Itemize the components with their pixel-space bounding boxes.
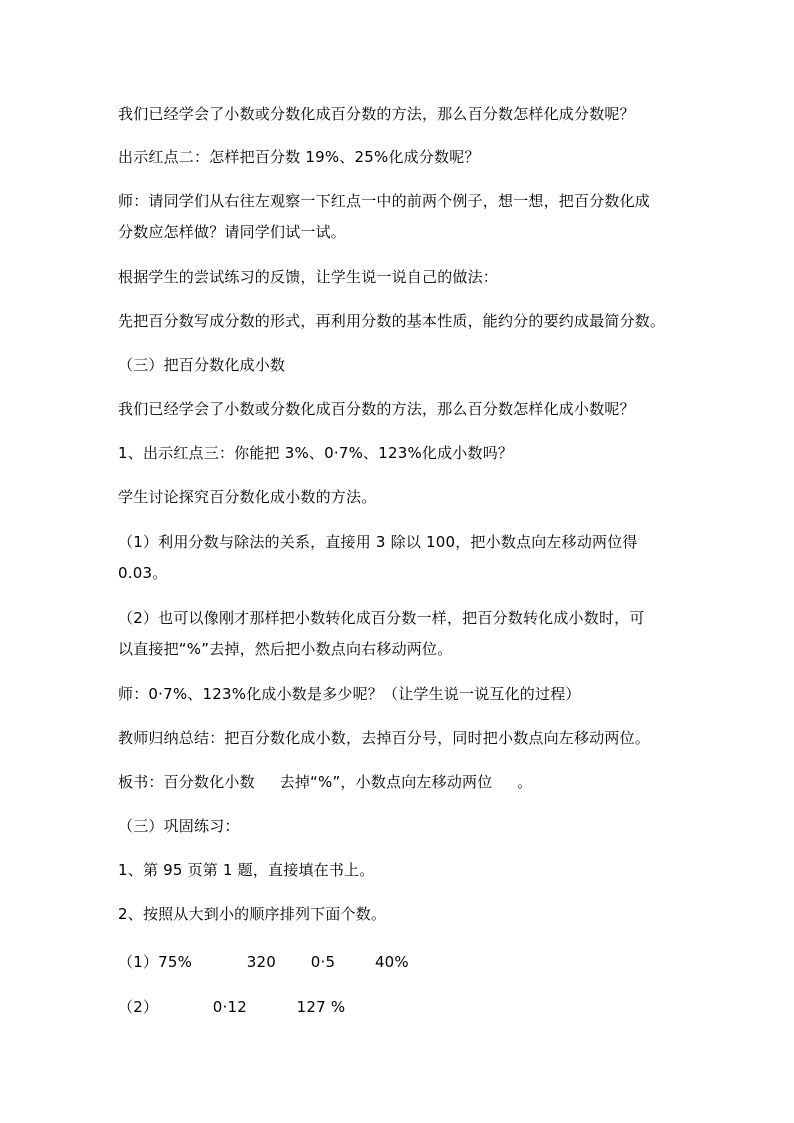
exercise-2: 2、按照从大到小的顺序排列下面个数。 (118, 905, 387, 923)
paragraph-discussion: 学生讨论探究百分数化成小数的方法。 (118, 488, 377, 506)
exercise-2-item-2: （2） 0·12 127 % (118, 998, 346, 1016)
exercise-2-item-1: （1）75% 320 0·5 40% (118, 953, 409, 971)
paragraph-method-2-line1: （2）也可以像刚才那样把小数转化成百分数一样，把百分数转化成小数时，可 (118, 609, 645, 627)
paragraph-method-fraction: 先把百分数写成分数的形式，再利用分数的基本性质，能约分的要约成最简分数。 (118, 312, 666, 330)
paragraph-intro-decimal: 我们已经学会了小数或分数化成百分数的方法，那么百分数怎样化成小数呢？ (118, 400, 635, 418)
paragraph-method-1-line2: 0.03。 (118, 564, 168, 582)
section-heading-practice: （三）巩固练习： (118, 817, 240, 835)
paragraph-summary: 教师归纳总结：把百分数化成小数，去掉百分号，同时把小数点向左移动两位。 (118, 729, 651, 747)
paragraph-board-writing: 板书：百分数化小数 去掉“%”，小数点向左移动两位 。 (118, 773, 533, 791)
paragraph-teacher-observe-line1: 师：请同学们从右往左观察一下红点一中的前两个例子，想一想，把百分数化成 (118, 192, 651, 210)
paragraph-teacher-question: 师：0·7%、123%化成小数是多少呢？（让学生说一说互化的过程） (118, 685, 581, 703)
paragraph-teacher-observe-line2: 分数应怎样做？请同学们试一试。 (118, 223, 347, 241)
paragraph-red-point-three: 1、出示红点三：你能把 3%、0·7%、123%化成小数吗？ (118, 444, 514, 462)
paragraph-intro-fraction: 我们已经学会了小数或分数化成百分数的方法，那么百分数怎样化成分数呢？ (118, 105, 635, 123)
exercise-1: 1、第 95 页第 1 题，直接填在书上。 (118, 861, 375, 879)
paragraph-feedback: 根据学生的尝试练习的反馈，让学生说一说自己的做法： (118, 268, 499, 286)
paragraph-method-1-line1: （1）利用分数与除法的关系，直接用 3 除以 100，把小数点向左移动两位得 (118, 533, 638, 551)
paragraph-red-point-two: 出示红点二：怎样把百分数 19%、25%化成分数呢？ (118, 148, 480, 166)
section-heading-decimal: （三）把百分数化成小数 (118, 356, 286, 374)
paragraph-method-2-line2: 以直接把“%”去掉，然后把小数点向右移动两位。 (118, 640, 453, 658)
